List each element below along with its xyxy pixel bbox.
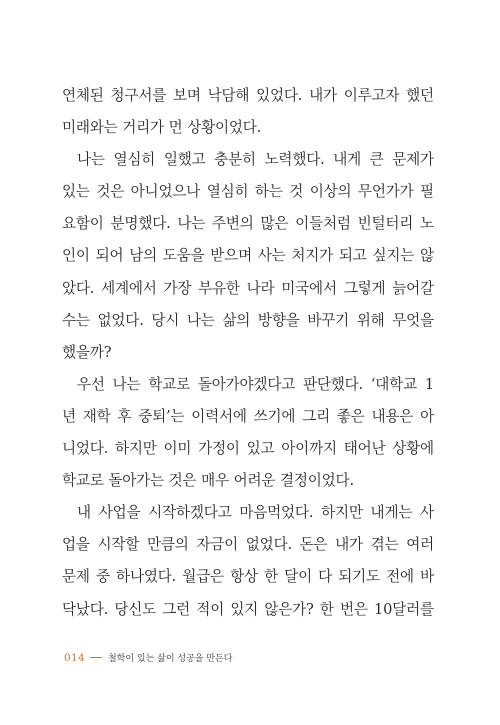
text-word: 1	[424, 375, 434, 393]
text-word: 무언가가	[357, 183, 414, 201]
text-word: 내가	[309, 87, 337, 104]
text-word: 당신도	[114, 600, 157, 618]
text-word: 매우	[201, 472, 229, 490]
text-word: 우선	[77, 375, 105, 393]
text-word: 미국에서	[281, 279, 337, 297]
text-word: 닥났다.	[62, 600, 109, 618]
text-word: 없었다.	[245, 536, 292, 554]
text-word: 것은	[168, 472, 197, 490]
text-line	[62, 594, 434, 626]
text-word: 내가	[335, 536, 363, 554]
text-word: 충분히	[214, 151, 256, 169]
text-line	[62, 497, 434, 529]
text-word: 10달러를	[374, 600, 434, 618]
text-word: 좋은	[336, 407, 365, 425]
text-word: 나는	[112, 375, 141, 393]
text-word: 마음먹었다.	[239, 504, 314, 522]
text-word: 적이	[196, 600, 225, 618]
text-word: 이력서에	[191, 407, 247, 425]
text-word: 상황에	[392, 440, 434, 458]
text-word: 먼	[168, 119, 183, 137]
text-word: 한	[264, 568, 278, 586]
text-word: 만큼의	[146, 536, 189, 554]
text-word: 있지	[230, 600, 259, 618]
text-word: 니었다.	[62, 440, 109, 458]
text-word: 후	[117, 407, 132, 425]
text-word: 삶의	[222, 311, 251, 329]
text-word: 하지만	[321, 504, 363, 522]
text-word: 그리	[302, 407, 330, 425]
text-word: 바꾸기	[307, 311, 350, 329]
text-word: 이루고자	[343, 87, 400, 104]
text-word: 없었다.	[97, 311, 144, 329]
text-line	[62, 80, 434, 112]
text-line	[62, 401, 434, 433]
text-word: 전에	[386, 568, 414, 586]
text-word: 이상의	[309, 183, 352, 201]
text-word: 낙담해	[207, 87, 250, 104]
text-word: 쓰기에	[253, 407, 296, 425]
text-word: 재학	[82, 407, 111, 425]
text-word: 아이까지	[281, 440, 337, 458]
text-line	[62, 561, 434, 593]
text-line	[62, 208, 434, 240]
text-word: 내	[77, 504, 91, 522]
page-footer	[64, 650, 232, 666]
text-word: 내게	[333, 151, 362, 169]
text-word: 하나였다.	[116, 568, 177, 586]
footer-divider	[90, 657, 102, 658]
text-word: 무엇을	[392, 311, 434, 329]
text-word: 번은	[340, 600, 368, 618]
text-word: 내용은	[371, 407, 414, 425]
text-word: 늙어갈	[392, 279, 434, 297]
text-word: 태어난	[343, 440, 386, 458]
text-word: 업을	[62, 536, 90, 554]
text-word: 이들처럼	[295, 215, 351, 233]
text-word: 그렇게	[343, 279, 386, 297]
text-word: 되고	[338, 247, 367, 265]
text-word: 필	[420, 183, 434, 201]
text-word: 열심히	[206, 183, 249, 201]
text-word: 중퇴’는	[138, 407, 185, 425]
page-number: 014	[64, 652, 85, 664]
text-word: 많은	[260, 215, 289, 233]
text-word: 시작하겠다고	[148, 504, 232, 522]
text-word: 결정이었다.	[279, 472, 354, 490]
text-word: 있었다.	[256, 87, 303, 104]
text-word: 가정이	[198, 440, 240, 458]
text-word: 여러	[406, 536, 434, 554]
text-word: 나는	[186, 311, 215, 329]
text-word: 이미	[163, 440, 192, 458]
text-word: 시작할	[97, 536, 140, 554]
text-word: 부유한	[198, 279, 240, 297]
text-word: 방향을	[257, 311, 300, 329]
text-word: 바	[420, 568, 434, 586]
text-word: 판단했다.	[302, 375, 363, 393]
text-line	[62, 176, 434, 208]
text-word: ‘대학교	[370, 375, 417, 393]
text-word: 처지가	[291, 247, 334, 265]
text-word: 빈털터리	[357, 215, 414, 233]
text-word: 사는	[257, 247, 286, 265]
text-word: 청구서를	[110, 87, 167, 104]
text-line	[62, 465, 434, 497]
text-word: 한	[319, 600, 334, 618]
text-word: 문제가	[392, 151, 434, 169]
text-word: 하는	[254, 183, 283, 201]
text-word: 중	[95, 568, 110, 586]
running-title: 철학이 있는 삶이 성공을 만든다	[107, 654, 233, 664]
text-word: 어려운	[233, 472, 276, 490]
text-word: 사업을	[98, 504, 141, 522]
text-word: 분명했다.	[110, 215, 171, 233]
text-word: 노력했다.	[264, 151, 325, 169]
text-word: 돌아가는	[108, 472, 164, 490]
text-word: 않	[419, 247, 434, 265]
text-line	[62, 369, 434, 401]
text-word: 나는	[77, 151, 105, 169]
text-word: 하지만	[114, 440, 157, 458]
text-line	[62, 305, 434, 337]
text-word: 연체된	[62, 87, 104, 104]
text-word: 도움을	[162, 247, 205, 265]
text-word: 학교로	[62, 472, 104, 490]
text-word: 않은가?	[264, 600, 314, 618]
text-word: 거리가	[122, 119, 164, 137]
text-line	[62, 273, 434, 305]
text-word: 았다.	[62, 279, 95, 297]
text-word: 되어	[95, 247, 124, 265]
text-word: 문제	[62, 568, 90, 586]
text-word: 돌아가야겠다고	[197, 375, 296, 393]
text-word: 되기도	[338, 568, 380, 586]
text-word: 내게는	[370, 504, 413, 522]
text-word: 미래와는	[62, 119, 118, 137]
text-line	[62, 240, 434, 272]
text-line	[62, 529, 434, 561]
text-word: 당시	[151, 311, 180, 329]
text-word: 아	[420, 407, 434, 425]
text-line	[62, 112, 434, 144]
text-word: 아니었으나	[130, 183, 201, 201]
text-word: 있는	[62, 183, 90, 201]
text-word: 일했고	[163, 151, 206, 169]
text-word: 돈은	[299, 536, 328, 554]
text-word: 나라	[246, 279, 275, 297]
text-word: 년	[62, 407, 76, 425]
text-line	[62, 433, 434, 465]
text-word: 겪는	[370, 536, 399, 554]
text-word: 달이	[284, 568, 312, 586]
text-line	[62, 144, 434, 176]
text-word: 자금이	[196, 536, 239, 554]
body-text	[62, 80, 434, 626]
text-word: 받으며	[210, 247, 252, 265]
text-word: 남의	[129, 247, 157, 265]
text-word: 그런	[162, 600, 191, 618]
text-word: 인이	[62, 247, 90, 265]
text-word: 싶지는	[372, 247, 415, 265]
text-word: 열심히	[113, 151, 156, 169]
text-word: 세계에서	[101, 279, 157, 297]
text-word: 위해	[356, 311, 385, 329]
text-word: 보며	[172, 87, 201, 104]
text-word: 다	[318, 568, 333, 586]
text-word: 상황이었다.	[187, 119, 262, 137]
text-word: 것	[289, 183, 304, 201]
text-word: 노	[420, 215, 434, 233]
text-word: 월급은	[182, 568, 224, 586]
text-word: 큰	[369, 151, 384, 169]
text-word: 학교로	[148, 375, 190, 393]
text-word: 요함이	[62, 215, 104, 233]
text-word: 사	[420, 504, 434, 522]
text-word: 했던	[406, 87, 434, 104]
text-word: 했을까?	[62, 343, 112, 361]
text-word: 것은	[96, 183, 125, 201]
text-word: 가장	[163, 279, 192, 297]
text-word: 항상	[230, 568, 258, 586]
text-word: 나는	[177, 215, 206, 233]
text-word: 주변의	[212, 215, 254, 233]
text-word: 수는	[62, 311, 90, 329]
text-word: 있고	[246, 440, 275, 458]
text-line	[62, 337, 434, 369]
